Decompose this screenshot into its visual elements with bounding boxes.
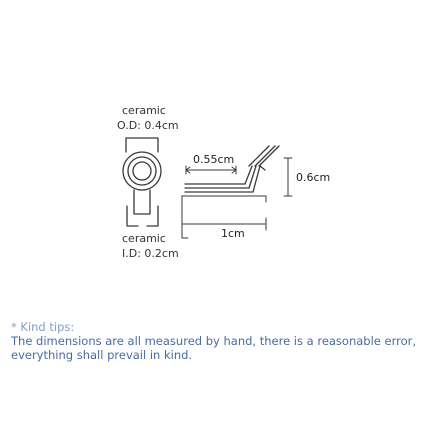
length-dimension: 1cm [221,227,245,240]
kind-tips-note [11,320,441,362]
top-material-label: ceramic [122,104,166,117]
ring-width-dimension: 0.55cm [193,153,235,166]
dimension-lines [182,158,292,238]
outer-diameter-label: O.D: 0.4cm [117,119,179,132]
kind-tips-text: The dimensions are all measured by hand, there is a reasonable error, everything shall prevail in kind. [11,334,417,362]
bottom-material-label: ceramic [122,232,166,245]
inner-diameter-label: I.D: 0.2cm [122,247,179,260]
height-dimension: 0.6cm [296,171,331,184]
guide-front-view [123,138,161,226]
kind-tips-heading: * Kind tips: [11,320,75,334]
